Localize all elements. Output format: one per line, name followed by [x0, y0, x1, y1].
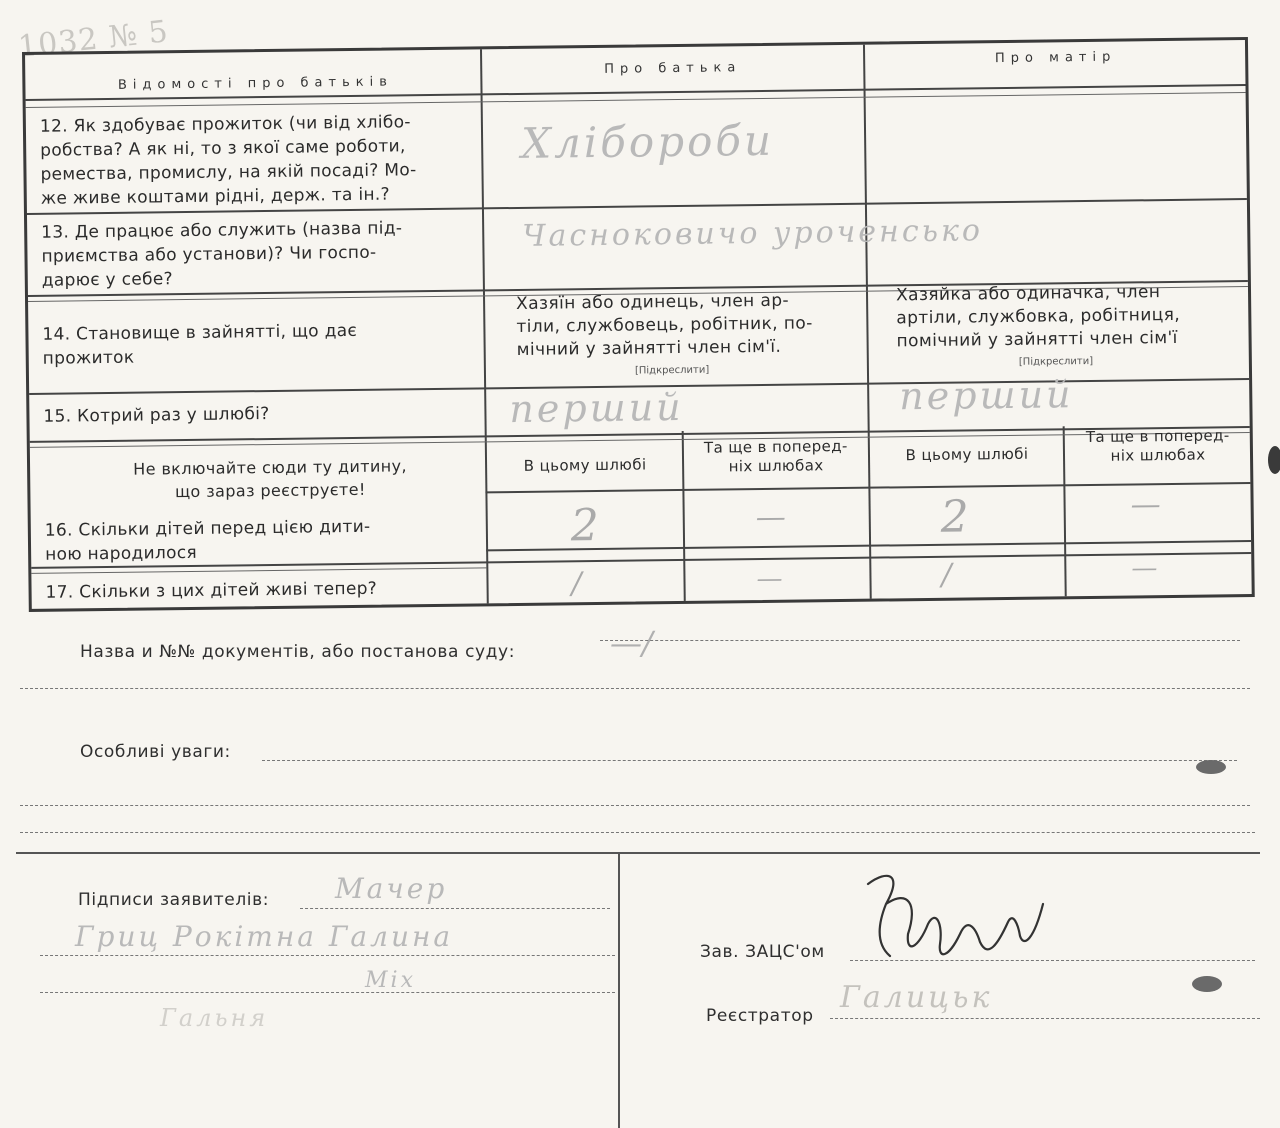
row-divider: [26, 92, 1246, 108]
question-12: 12. Як здобуває прожиток (чи від хлібо- робства? А як ні, то з якої саме роботи, ремества, промислу, на якій посаді? Мо- же живе коштами рідні, держ. та ін.?: [39, 112, 417, 209]
signature-section-top-rule: [16, 852, 1260, 854]
notes-label: Особливі уваги:: [80, 742, 231, 762]
parents-info-table: [22, 37, 1255, 612]
header-mother: Про матір: [994, 49, 1117, 67]
head-signature-icon: [848, 864, 1058, 974]
subheader-mother-this-marriage: В цьому шлюбі: [905, 444, 1029, 465]
q16-father-this-value: 2: [570, 499, 600, 552]
mother-marriage-count-entry: перший: [899, 372, 1074, 419]
applicant-signature-3: Міх: [365, 968, 416, 993]
applicant-signature-4: Гальня: [160, 1004, 269, 1032]
applicants-line-1: [300, 908, 610, 909]
documents-field-line-2: [20, 688, 1250, 689]
head-of-registry-label: Зав. ЗАЦС'ом: [700, 942, 825, 962]
registrar-signature-line: [830, 1018, 1260, 1019]
documents-value: —/: [610, 624, 653, 662]
underline-note-mother: [Підкреслити]: [1018, 355, 1094, 368]
father-livelihood-entry: Хлібороби: [520, 115, 775, 168]
father-occupation-options: Хазяїн або одинець, член ар- тіли, службовець, робітник, по- мічний у зайнятті член сім'ї.: [515, 290, 813, 360]
children-exclusion-note: Не включайте сюди ту дитину, що зараз реєструєте!: [133, 456, 408, 502]
applicants-line-3: [40, 992, 615, 993]
column-divider: [863, 45, 872, 599]
q17-father-this-value: /: [571, 566, 582, 602]
applicant-signature-2: Гриц Рокітна Галина: [75, 920, 454, 953]
question-13: 13. Де працює або служить (назва під- приємства або установи)? Чи госпо- дарює у себе?: [41, 218, 403, 291]
subheader-mother-previous-marriages: Та ще в поперед- ніх шлюбах: [1085, 426, 1230, 465]
subheader-father-this-marriage: В цьому шлюбі: [523, 455, 647, 475]
underline-note-father: [Підкреслити]: [634, 364, 710, 377]
applicants-signature-label: Підписи заявителів:: [78, 890, 270, 910]
q16-mother-this-value: 2: [940, 491, 970, 543]
head-signature-line: [850, 960, 1255, 961]
notes-field-line-3: [20, 832, 1255, 833]
question-16: 16. Скільки дітей перед цією дити- ною народилося: [44, 516, 371, 565]
column-divider: [480, 49, 489, 603]
row-divider: [31, 567, 486, 574]
header-parents-info: Відомості про батьків: [117, 74, 393, 93]
notes-field-line: [262, 760, 1237, 761]
father-workplace-entry: Часноковичо уроченсько: [522, 213, 984, 254]
ink-smudge-2: [1192, 976, 1222, 992]
question-15: 15. Котрий раз у шлюбі?: [43, 404, 270, 427]
father-marriage-count-entry: перший: [509, 384, 684, 432]
mother-occupation-options: Хазяйка або одиначка, член артіли, службовка, робітниця, помічний у зайнятті член сім'ї: [895, 282, 1181, 352]
documents-label: Назва и №№ документів, або постанова суду:: [80, 642, 516, 662]
q16-father-prev-value: —: [755, 499, 786, 536]
q17-father-prev-value: —: [756, 563, 783, 595]
registrar-label: Реєстратор: [706, 1006, 814, 1026]
applicants-line-2: [40, 955, 615, 956]
documents-field-line: [600, 640, 1240, 641]
header-father: Про батька: [604, 60, 742, 77]
question-17: 17. Скільки з цих дітей живі тепер?: [45, 578, 378, 603]
q17-mother-this-value: /: [941, 557, 952, 593]
archive-number-mark: 1032 № 5: [16, 14, 171, 65]
q16-mother-prev-value: —: [1130, 487, 1161, 523]
signature-section-divider: [618, 852, 620, 1128]
ink-blot-right: [1268, 446, 1280, 474]
subheader-father-previous-marriages: Та ще в поперед- ніх шлюбах: [703, 436, 848, 476]
applicant-signature-1: Мачер: [335, 872, 448, 905]
q17-mother-prev-value: —: [1131, 553, 1158, 584]
question-14: 14. Становище в зайнятті, що дає прожиток: [42, 320, 358, 369]
notes-field-line-2: [20, 805, 1250, 806]
ink-smudge-1: [1196, 760, 1226, 774]
registrar-signature: Галицьк: [840, 980, 993, 1015]
